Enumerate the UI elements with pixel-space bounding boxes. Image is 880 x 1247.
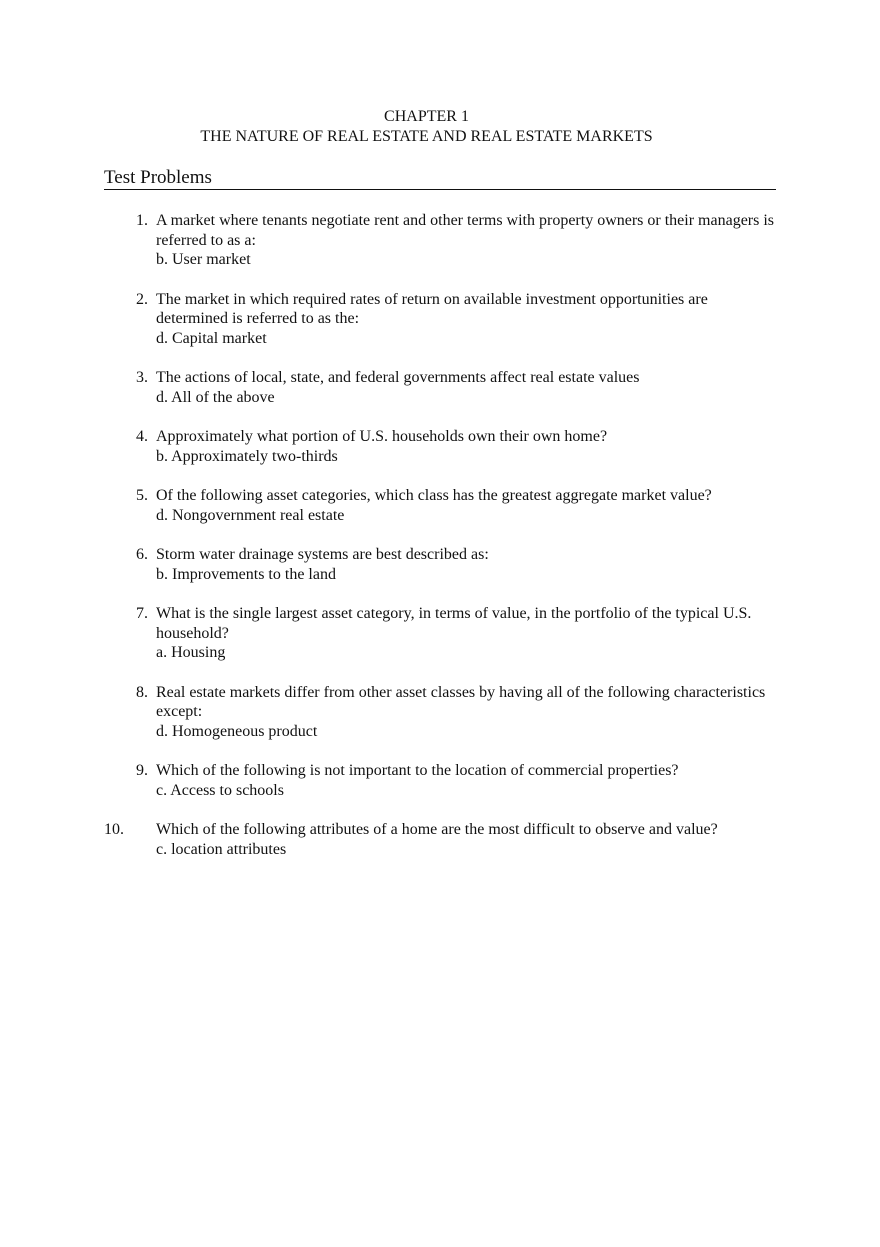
- question-item: [104, 604, 776, 663]
- question-number: 2.: [136, 290, 148, 308]
- question-text: The market in which required rates of return on available investment opportunities are determined is referred to as the:: [156, 290, 708, 327]
- question-item: [104, 290, 776, 349]
- question-item: [104, 427, 776, 466]
- question-text: Which of the following attributes of a home are the most difficult to observe and value?: [156, 821, 718, 838]
- chapter-header: [0, 107, 853, 147]
- question-item: [104, 486, 776, 525]
- question-answer: d. All of the above: [156, 388, 275, 406]
- question-number: 5.: [136, 487, 148, 504]
- question-text: Of the following asset categories, which class has the greatest aggregate market value?: [156, 487, 712, 504]
- question-item: [104, 368, 776, 407]
- chapter-number: CHAPTER 1: [384, 108, 469, 125]
- question-answer: c. location attributes: [156, 840, 287, 858]
- question-item: [104, 761, 776, 800]
- question-answer: c. Access to schools: [156, 781, 284, 799]
- question-answer: b. Improvements to the land: [156, 565, 336, 583]
- question-list: [104, 211, 776, 879]
- question-answer: b. User market: [156, 251, 251, 268]
- question-number: 7.: [136, 605, 148, 622]
- question-item: [104, 820, 776, 859]
- question-text: Real estate markets differ from other asset classes by having all of the following characteristics except:: [156, 683, 766, 720]
- question-number: 4.: [136, 428, 148, 445]
- question-number: 9.: [136, 762, 148, 779]
- question-answer: d. Capital market: [156, 329, 267, 347]
- question-item: [104, 683, 776, 742]
- question-text: Approximately what portion of U.S. households own their own home?: [156, 428, 608, 445]
- question-answer: a. Housing: [156, 644, 226, 661]
- question-text: A market where tenants negotiate rent and other terms with property owners or their managers is referred to as a:: [156, 212, 775, 249]
- question-text: Which of the following is not important to the location of commercial properties?: [156, 762, 679, 779]
- question-answer: d. Homogeneous product: [156, 722, 318, 740]
- chapter-title: THE NATURE OF REAL ESTATE AND REAL ESTATE MARKETS: [200, 128, 653, 145]
- question-number: 3.: [136, 369, 148, 386]
- question-text: Storm water drainage systems are best described as:: [156, 546, 489, 563]
- question-item: [104, 545, 776, 584]
- question-text: What is the single largest asset category, in terms of value, in the portfolio of the typical U.S. household?: [156, 605, 752, 642]
- question-number: 10.: [104, 821, 124, 838]
- question-number: 6.: [136, 546, 148, 563]
- question-number: 8.: [136, 683, 148, 701]
- question-number: 1.: [136, 212, 148, 229]
- question-answer: b. Approximately two-thirds: [156, 447, 338, 465]
- question-item: [104, 211, 776, 270]
- question-text: The actions of local, state, and federal governments affect real estate values: [156, 369, 640, 386]
- section-heading: Test Problems: [104, 167, 776, 190]
- question-answer: d. Nongovernment real estate: [156, 506, 345, 524]
